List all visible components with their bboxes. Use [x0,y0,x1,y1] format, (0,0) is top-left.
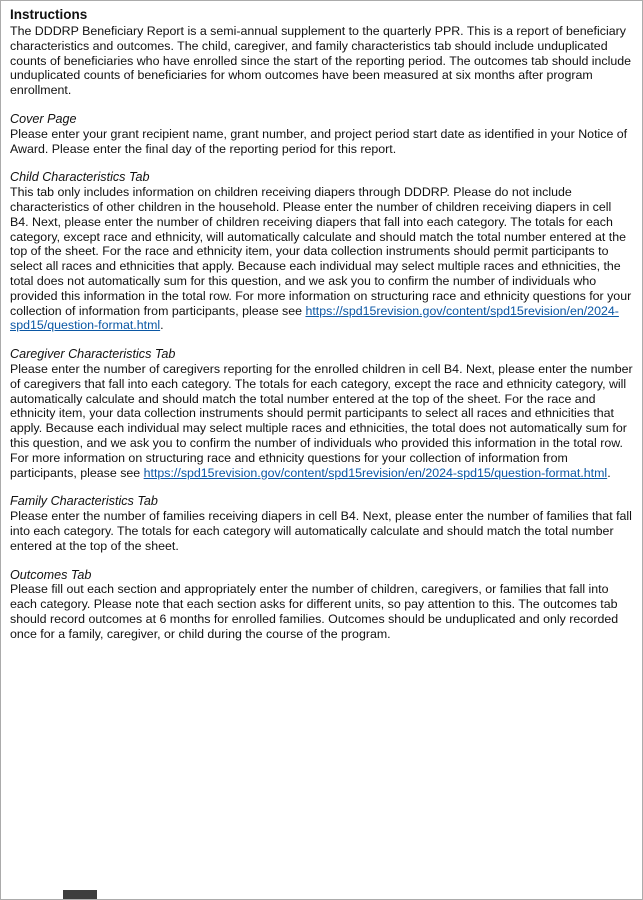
section-heading: Outcomes Tab [10,567,92,582]
section-paragraph [10,362,633,480]
section-text: Please enter the number of families receiving diapers in cell B4. Next, please enter the number of families that fall into each category. The totals for each category will automatically calculate and should match the total number entered at the top of the sheet. [10,509,632,553]
section-text: This tab only includes information on children receiving diapers through DDDRP. Please do not include characteristics of other children in the household. Please enter the number of children receiving diapers in cell B4. Next, please enter the number of children receiving diapers that fall into each category. The totals for each category, except race and ethnicity, will automatically calculate and should match the total number entered at the top of the sheet. For the race and ethnicity item, your data collection instruments should permit participants to select all races and ethnicities that apply. Because each individual may select multiple races and ethnicities, the total does not automatically sum for this question, and we ask you to confirm the number of individuals who provided this information in the total row. For more information on structuring race and ethnicity questions for your collection of information from participants, please see [10,185,632,318]
section-paragraph [10,185,633,333]
hyperlink[interactable]: https://spd15revision.gov/content/spd15revision/en/2024-spd15/question-format.html [143,465,608,480]
section-heading: Child Characteristics Tab [10,170,150,185]
sections-container [10,112,633,642]
page-title: Instructions [10,7,88,22]
hyperlink[interactable]: https://spd15revision.gov/content/spd15revision/en/2024-spd15/question-format.html [10,303,619,333]
section-paragraph [10,582,633,641]
section-text: Please fill out each section and appropriately enter the number of children, caregivers, or families that fall into each category. Please note that each section asks for different units, so pay attention to this. The outcomes tab should record outcomes at 6 months for enrolled families. Outcomes should be unduplicated and only recorded once for a family, caregiver, or child during the course of the program. [10,582,619,641]
section-paragraph [10,509,633,553]
section-heading: Family Characteristics Tab [10,494,158,509]
section-text: . [607,465,611,480]
section-text: Please enter your grant recipient name, grant number, and project period start date as identified in your Notice of Award. Please enter the final day of the reporting period for this report. [10,126,628,156]
sheet-tab-fragment[interactable] [63,890,97,899]
section-paragraph [10,127,633,157]
section-text: Please enter the number of caregivers reporting for the enrolled children in cell B4. Next, please enter the number of caregivers that fall into each category. The totals for each category, except the race and ethnicity category, will automatically calculate and should match the total number entered at the top of the sheet. For the race and ethnicity item, your data collection instruments should permit participants to select all races and ethnicities that apply. Because each individual may select multiple races and ethnicities, the total does not automatically sum for this question, and we ask you to confirm the number of individuals who provided this information in the total row. For more information on structuring race and ethnicity questions for your collection of information from participants, please see [10,361,633,480]
section-heading: Caregiver Characteristics Tab [10,347,176,362]
section-text: . [160,318,164,333]
instructions-document [1,1,642,641]
intro-paragraph: The DDDRP Beneficiary Report is a semi-annual supplement to the quarterly PPR. This is a report of beneficiary characteristics and outcomes. The child, caregiver, and family characteristics tab should include unduplicated counts of beneficiaries who have enrolled since the start of the reporting period. The outcomes tab should include unduplicated counts of beneficiaries for whom outcomes have been measured at six months after program enrollment. [10,24,632,98]
section-heading: Cover Page [10,111,77,126]
